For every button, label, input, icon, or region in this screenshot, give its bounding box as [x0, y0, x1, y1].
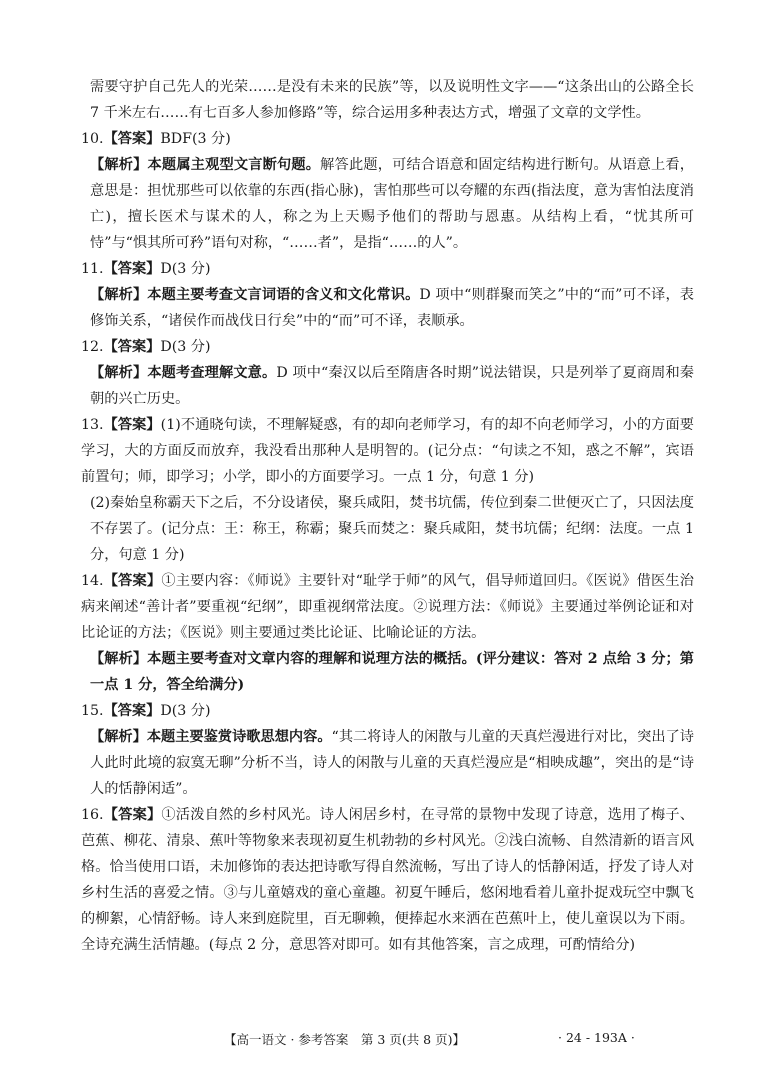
q14-analysis [81, 646, 694, 698]
footer-title: 【高一语文 · 参考答案 第 3 页(共 8 页)】 [224, 1032, 465, 1047]
q16-answer-label: 【答案】 [103, 807, 162, 823]
q14-answer [81, 568, 694, 646]
q13-part-2: (2)秦始皇称霸天下之后，不分设诸侯，聚兵咸阳，焚书坑儒，传位到秦二世便灭亡了，只因法度不存罢了。(记分点：王：称王，称霸；聚兵而焚之：聚兵咸阳，焚书坑儒；纪纲：法度。一点 1 分，句意 1 分) [90, 495, 694, 563]
q11-analysis-label: 【解析】 [90, 287, 148, 303]
footer-code: · 24 - 193A · [558, 1030, 635, 1045]
q12-analysis-label: 【解析】 [90, 365, 148, 381]
q15-analysis-text: “其二将诗人的闲散与儿童的天真烂漫进行对比，突出了诗人此时此境的寂寞无聊”分析不当，诗人的闲散与儿童的天真烂漫应是“相映成趣”，突出的是“诗人的恬静闲适”。 [90, 729, 694, 797]
question-14 [81, 568, 694, 698]
q11-analysis-text: D 项中“则群聚而笑之”中的“而”可不译，表修饰关系，“诸侯作而战伐日行矣”中的“而”可不译，表顺承。 [90, 287, 694, 329]
q12-number: 12. [81, 339, 104, 355]
question-16 [81, 802, 694, 958]
q14-analysis-bold: 本题主要考查对文章内容的理解和说理方法的概括。(评分建议：答对 2 点给 3 分；第一点 1 分，答全给满分) [90, 651, 694, 693]
q11-answer [81, 256, 694, 282]
q11-analysis [81, 282, 694, 334]
q12-analysis-text: D 项中“秦汉以后至隋唐各时期”说法错误，只是列举了夏商周和秦朝的兴亡历史。 [90, 365, 694, 407]
q15-analysis-bold: 本题主要鉴赏诗歌思想内容。 [146, 729, 332, 745]
q15-analysis-label: 【解析】 [90, 729, 147, 745]
q11-answer-label: 【答案】 [103, 261, 161, 277]
q12-answer-value: D(3 分) [160, 339, 211, 355]
q12-answer [81, 334, 694, 360]
q11-number: 11. [81, 261, 104, 277]
q16-answer [81, 802, 694, 958]
q10-analysis [81, 152, 694, 256]
q10-answer [81, 126, 694, 152]
q13-number: 13. [81, 417, 104, 433]
q15-answer [81, 698, 694, 724]
q10-analysis-bold: 本题属主观型文言断句题。 [147, 157, 321, 173]
q11-answer-value: D(3 分) [160, 261, 211, 277]
q16-number: 16. [81, 807, 104, 823]
q10-number: 10. [81, 131, 104, 147]
q13-answer-label: 【答案】 [103, 417, 161, 433]
question-15 [81, 698, 694, 802]
q12-analysis [81, 360, 694, 412]
q13-part-1: (1)不通晓句读，不理解疑惑，有的却向老师学习，有的却不向老师学习，小的方面要学习，大的方面反而放弃，我没看出那种人是明智的。(记分点：“句读之不知，惑之不解”，宾语前置句；师，即学习；小学，即小的方面要学习。一点 1 分，句意 1 分) [81, 417, 694, 485]
q12-answer-label: 【答案】 [103, 339, 161, 355]
q10-analysis-label: 【解析】 [90, 157, 148, 173]
q13-answer [81, 412, 694, 490]
question-11 [81, 256, 694, 334]
q15-number: 15. [81, 703, 104, 719]
q12-analysis-bold: 本题考查理解文意。 [147, 365, 277, 381]
question-13 [81, 412, 694, 568]
q10-answer-label: 【答案】 [103, 131, 161, 147]
q14-analysis-label: 【解析】 [90, 651, 148, 667]
question-10 [81, 126, 694, 256]
q14-answer-text: ①主要内容：《师说》主要针对“耻学于师”的风气，倡导师道回归。《医说》借医生治病来阐述“善计者”要重视“纪纲”，即重视纲常法度。②说理方法：《师说》主要通过举例论证和对比论证的方法；《医说》则主要通过类比论证、比喻论证的方法。 [81, 573, 694, 641]
q10-answer-value: BDF(3 分) [160, 131, 231, 147]
q11-analysis-bold: 本题主要考查文言词语的含义和文化常识。 [147, 287, 420, 303]
q14-number: 14. [81, 573, 104, 589]
intro-paragraph: 需要守护自己先人的光荣……是没有未来的民族”等，以及说明性文字——“这条出山的公路全长 7 千米左右……有七百多人参加修路”等，综合运用多种表达方式，增强了文章的文学性。 [90, 79, 694, 121]
q10-analysis-text: 解答此题，可结合语意和固定结构进行断句。从语意上看，意思是：担忧那些可以依靠的东西(指心脉)，害怕那些可以夸耀的东西(指法度，意为害怕法度消亡)，擅长医术与谋术的人，称之为上天赐予他们的帮助与恩惠。从结构上看，“忧其所可恃”与“惧其所可矜”语句对称，“……者”，是指“……的人”。 [90, 157, 694, 251]
q15-answer-value: D(3 分) [160, 703, 211, 719]
question-12 [81, 334, 694, 412]
q15-analysis [81, 724, 694, 802]
q16-answer-text: ①活泼自然的乡村风光。诗人闲居乡村，在寻常的景物中发现了诗意，选用了梅子、芭蕉、柳花、清泉、蕉叶等物象来表现初夏生机勃勃的乡村风光。②浅白流畅、自然清新的语言风格。恰当使用口语，未加修饰的表达把诗歌写得自然流畅，写出了诗人的恬静闲适，抒发了诗人对乡村生活的喜爱之情。③与儿童嬉戏的童心童趣。初夏午睡后，悠闲地看着儿童扑捉戏玩空中飘飞的柳絮，心情舒畅。诗人来到庭院里，百无聊赖，便捧起水来洒在芭蕉叶上，使儿童误以为下雨。全诗充满生活情趣。(每点 2 分，意思答对即可。如有其他答案，言之成理，可酌情给分) [81, 807, 694, 953]
q14-answer-label: 【答案】 [103, 573, 162, 589]
q15-answer-label: 【答案】 [103, 703, 161, 719]
